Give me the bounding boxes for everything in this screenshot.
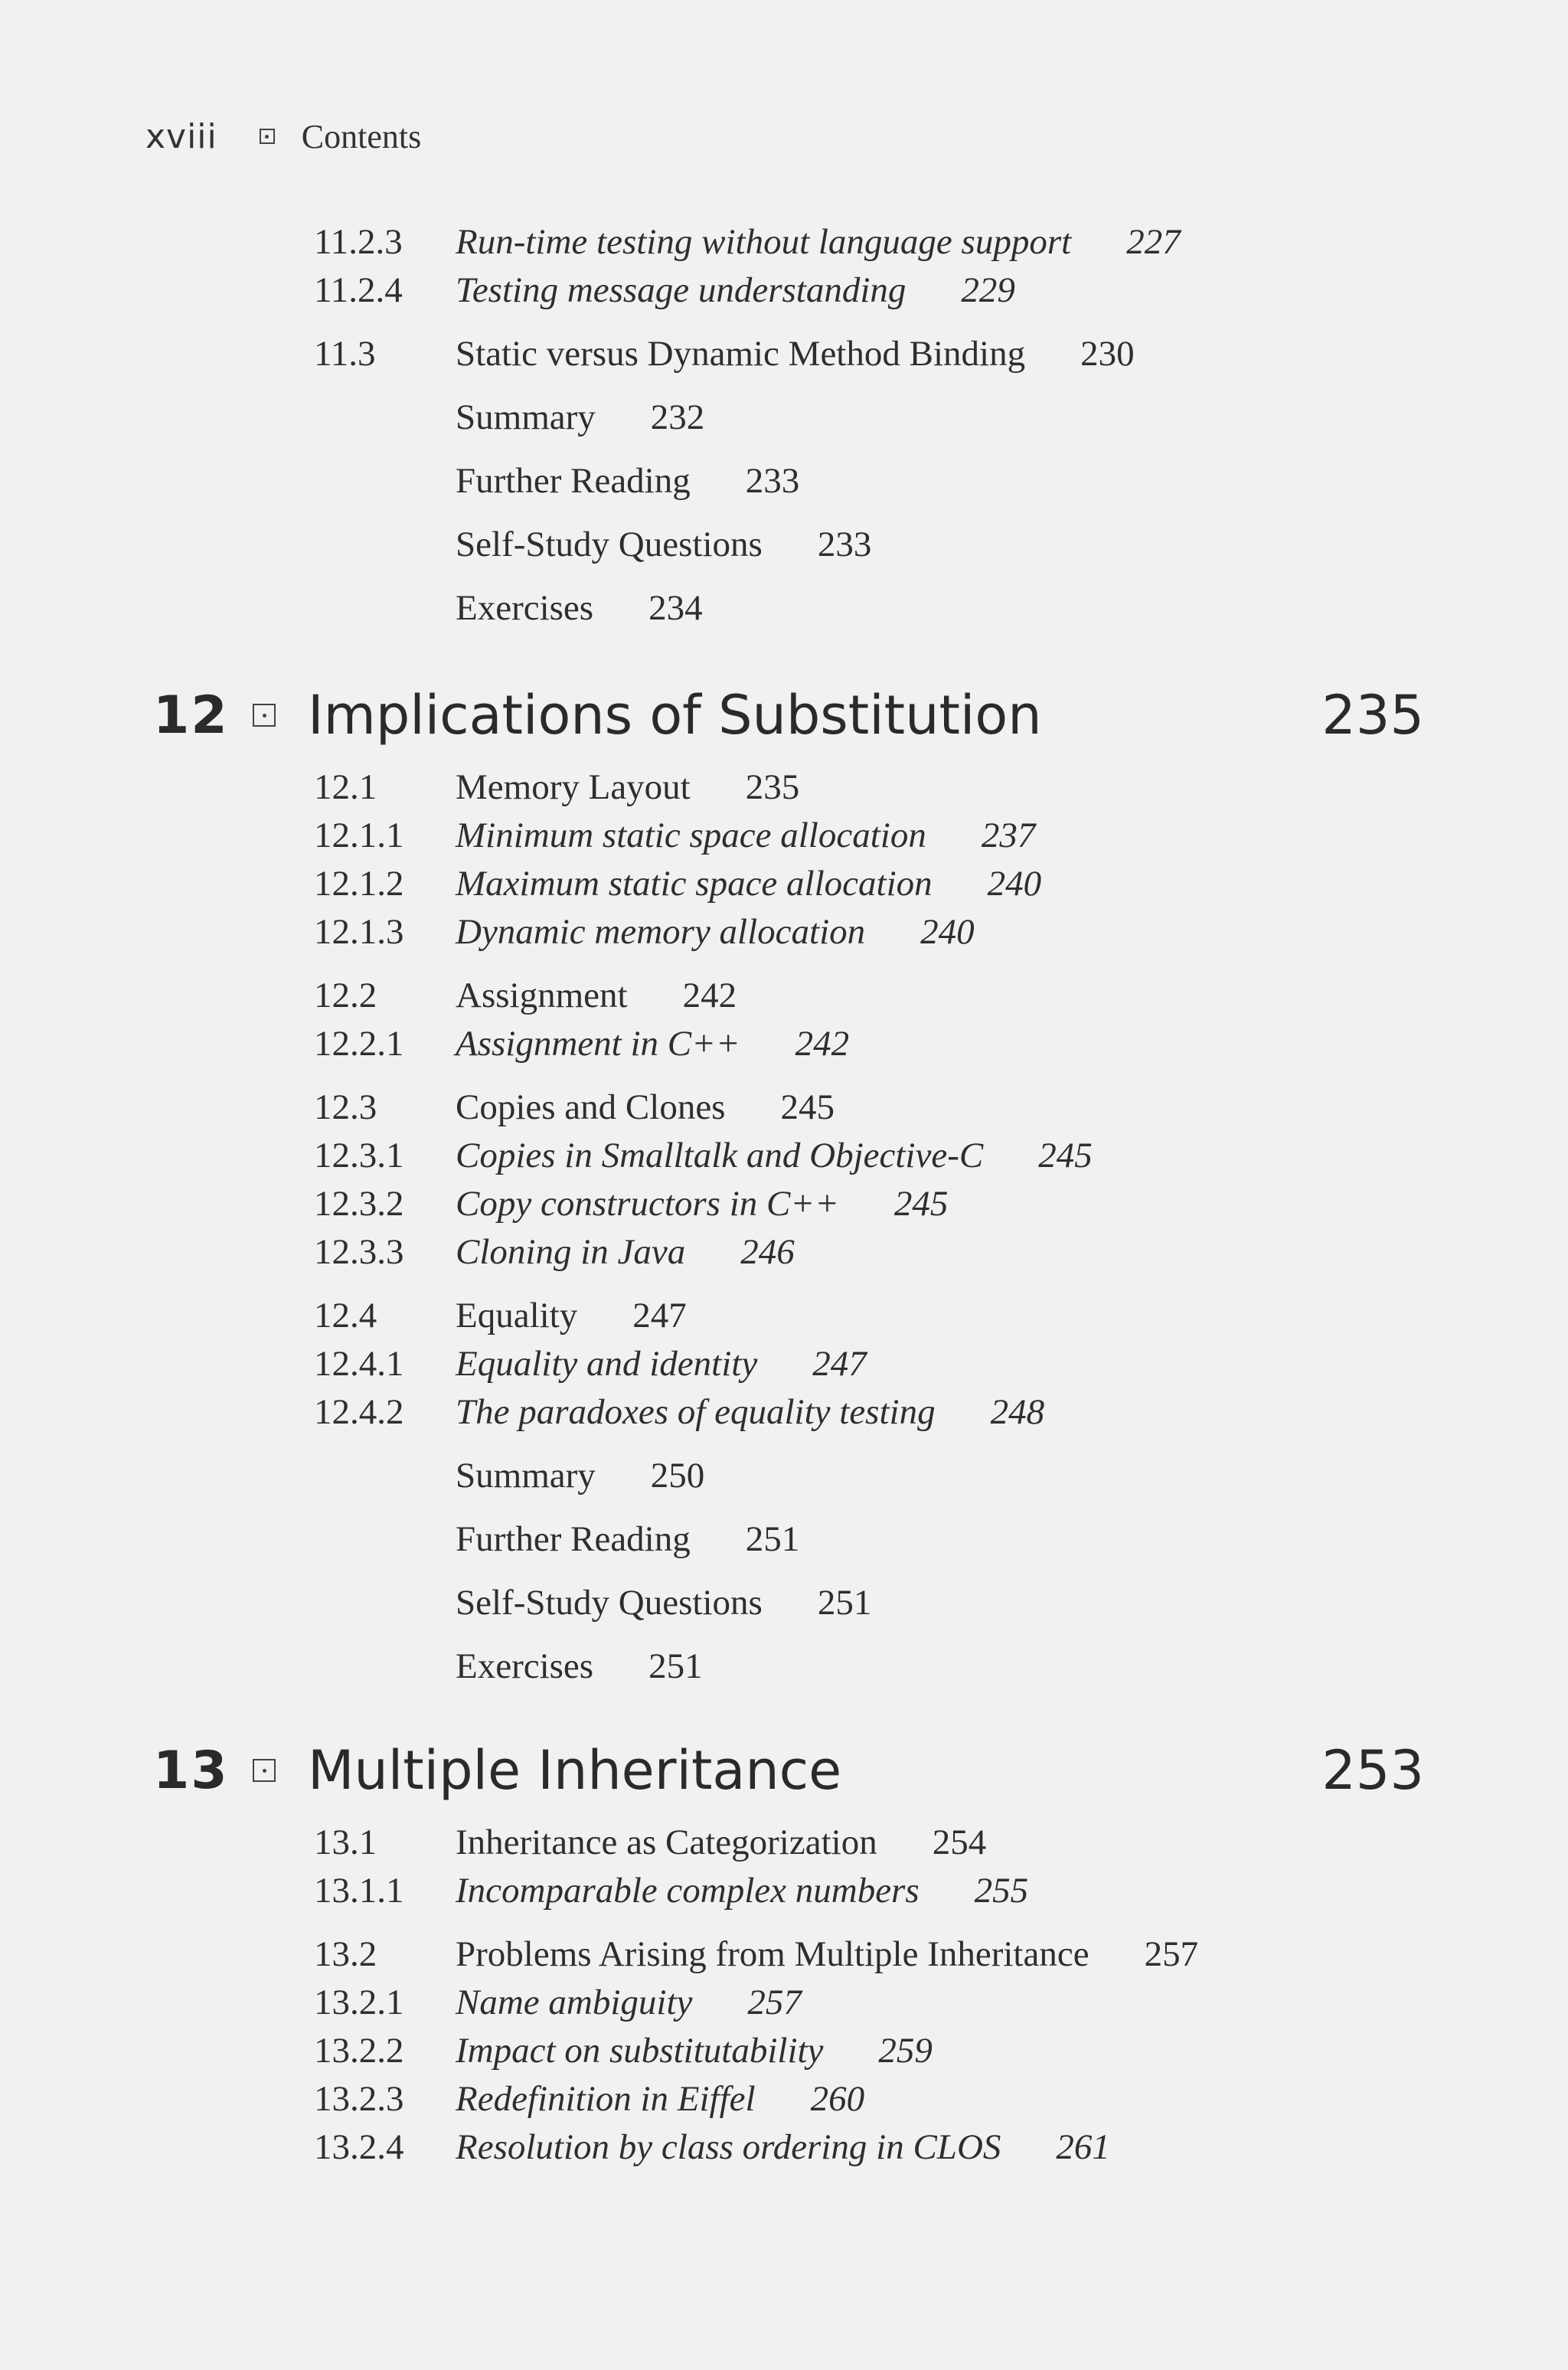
toc-entry-11-3[interactable] [314, 329, 1135, 378]
toc-entry-12-2[interactable] [314, 971, 737, 1020]
toc-entry-13-2[interactable] [314, 1930, 1198, 1979]
section-number: 11.3 [314, 334, 376, 374]
toc-entry-self-study-questions[interactable] [314, 1578, 871, 1627]
section-page: 240 [987, 864, 1042, 904]
square-bullet-icon [260, 129, 275, 144]
section-title: Run-time testing without language support [456, 222, 1072, 262]
section-number: 12.1.3 [314, 912, 404, 952]
section-title: Problems Arising from Multiple Inheritance [456, 1934, 1089, 1974]
section-page: 254 [932, 1822, 987, 1862]
section-page: 227 [1126, 222, 1181, 262]
toc-entry-12-1-3[interactable] [314, 907, 975, 956]
section-number: 13.2 [314, 1934, 377, 1974]
section-title: Assignment in C++ [456, 1024, 740, 1064]
page-header [145, 106, 421, 167]
square-bullet-icon [253, 1759, 276, 1782]
toc-entry-12-3-2[interactable] [314, 1179, 948, 1228]
toc-entry-13-2-4[interactable] [314, 2123, 1110, 2172]
chapter-title: Implications of Substitution [308, 684, 1042, 747]
section-page: 230 [1080, 334, 1135, 374]
section-number: 12.4 [314, 1296, 377, 1335]
toc-entry-further-reading[interactable] [314, 1515, 799, 1564]
section-title: Minimum static space allocation [456, 816, 926, 855]
section-page: 245 [1038, 1136, 1093, 1175]
section-number: 12.4.1 [314, 1344, 404, 1384]
section-title: Static versus Dynamic Method Binding [456, 334, 1026, 374]
section-title: Testing message understanding [456, 270, 906, 310]
section-page: 261 [1056, 2127, 1110, 2167]
section-number: 12.3.3 [314, 1232, 404, 1272]
chapter-heading-13[interactable] [153, 1732, 1424, 1809]
section-page: 229 [961, 270, 1015, 310]
section-page: 246 [740, 1232, 795, 1272]
chapter-page: 253 [1321, 1739, 1424, 1802]
section-title: Incomparable complex numbers [456, 1871, 920, 1911]
toc-entry-13-1[interactable] [314, 1818, 986, 1867]
section-title: Impact on substitutability [456, 2031, 824, 2071]
section-title: Redefinition in Eiffel [456, 2079, 756, 2119]
chapter-heading-12[interactable] [153, 677, 1424, 753]
section-page: 245 [780, 1087, 835, 1127]
toc-entry-13-2-3[interactable] [314, 2074, 864, 2123]
section-page: 248 [990, 1392, 1045, 1432]
section-title: Maximum static space allocation [456, 864, 933, 904]
section-page: 234 [648, 588, 703, 628]
section-title: Name ambiguity [456, 1983, 693, 2022]
page-number: xviii [145, 116, 217, 156]
section-number: 13.2.4 [314, 2127, 404, 2167]
section-page: 257 [747, 1983, 802, 2022]
section-number: 12.2.1 [314, 1024, 404, 1064]
chapter-number: 12 [153, 685, 229, 746]
section-title: Further Reading [456, 1519, 691, 1559]
chapter-page: 235 [1321, 684, 1424, 747]
toc-entry-12-3-1[interactable] [314, 1131, 1093, 1180]
section-title: Equality [456, 1296, 578, 1335]
section-page: 233 [817, 525, 872, 564]
toc-entry-13-2-2[interactable] [314, 2026, 933, 2075]
section-number: 13.2.1 [314, 1983, 404, 2022]
section-number: 13.1.1 [314, 1871, 404, 1911]
section-number: 12.3.2 [314, 1184, 404, 1224]
section-number: 12.1.1 [314, 816, 404, 855]
section-title: Assignment [456, 976, 628, 1015]
section-title: Summary [456, 1456, 596, 1496]
section-page: 260 [810, 2079, 865, 2119]
section-page: 251 [817, 1583, 872, 1623]
section-page: 250 [650, 1456, 705, 1496]
toc-entry-12-2-1[interactable] [314, 1019, 849, 1068]
toc-entry-further-reading[interactable] [314, 456, 799, 505]
section-title: Inheritance as Categorization [456, 1822, 877, 1862]
square-bullet-icon [253, 704, 276, 727]
section-page: 235 [745, 767, 800, 807]
section-title: Copy constructors in C++ [456, 1184, 839, 1224]
section-page: 247 [812, 1344, 867, 1384]
section-number: 11.2.3 [314, 222, 403, 262]
section-title: Equality and identity [456, 1344, 758, 1384]
chapter-number: 13 [153, 1740, 229, 1801]
section-number: 12.3.1 [314, 1136, 404, 1175]
section-page: 251 [745, 1519, 800, 1559]
toc-entry-12-4[interactable] [314, 1291, 687, 1340]
toc-entry-12-4-1[interactable] [314, 1339, 867, 1388]
section-title: Self-Study Questions [456, 525, 763, 564]
section-number: 12.4.2 [314, 1392, 404, 1432]
section-page: 240 [920, 912, 975, 952]
section-title: Dynamic memory allocation [456, 912, 866, 952]
toc-entry-12-4-2[interactable] [314, 1388, 1044, 1437]
section-page: 242 [682, 976, 737, 1015]
section-page: 259 [878, 2031, 933, 2071]
section-number: 13.2.2 [314, 2031, 404, 2071]
toc-entry-12-1[interactable] [314, 763, 799, 812]
section-title: Exercises [456, 588, 594, 628]
section-title: Further Reading [456, 461, 691, 501]
toc-entry-exercises[interactable] [314, 584, 703, 633]
toc-entry-12-1-1[interactable] [314, 811, 1035, 860]
section-title: Copies and Clones [456, 1087, 726, 1127]
section-title: Memory Layout [456, 767, 691, 807]
section-page: 237 [981, 816, 1036, 855]
section-title: The paradoxes of equality testing [456, 1392, 936, 1432]
toc-entry-exercises[interactable] [314, 1642, 703, 1691]
toc-entry-13-1-1[interactable] [314, 1866, 1028, 1915]
section-title: Self-Study Questions [456, 1583, 763, 1623]
toc-entry-summary[interactable] [314, 1451, 704, 1500]
toc-entry-12-3-3[interactable] [314, 1227, 795, 1277]
section-page: 245 [893, 1184, 949, 1224]
section-number: 13.2.3 [314, 2079, 404, 2119]
section-number: 12.1.2 [314, 864, 404, 904]
section-page: 255 [974, 1871, 1029, 1911]
section-page: 233 [745, 461, 800, 501]
section-page: 247 [632, 1296, 687, 1335]
toc-entry-13-2-1[interactable] [314, 1978, 802, 2027]
section-title: Resolution by class ordering in CLOS [456, 2127, 1001, 2167]
chapter-title: Multiple Inheritance [308, 1739, 842, 1802]
running-title: Contents [301, 117, 422, 155]
section-number: 12.2 [314, 976, 377, 1015]
section-title: Summary [456, 397, 596, 437]
toc-entry-11-2-4[interactable] [314, 266, 1015, 315]
toc-entry-11-2-3[interactable] [314, 217, 1181, 266]
section-page: 232 [650, 397, 705, 437]
toc-entry-self-study-questions[interactable] [314, 520, 871, 569]
section-number: 11.2.4 [314, 270, 403, 310]
section-title: Copies in Smalltalk and Objective-C [456, 1136, 984, 1175]
section-page: 257 [1144, 1934, 1199, 1974]
section-page: 251 [648, 1646, 703, 1686]
section-number: 13.1 [314, 1822, 377, 1862]
section-number: 12.1 [314, 767, 377, 807]
section-title: Cloning in Java [456, 1232, 686, 1272]
toc-entry-12-1-2[interactable] [314, 859, 1041, 908]
toc-entry-12-3[interactable] [314, 1083, 835, 1132]
section-number: 12.3 [314, 1087, 377, 1127]
section-page: 242 [795, 1024, 850, 1064]
toc-entry-summary[interactable] [314, 393, 704, 442]
section-title: Exercises [456, 1646, 594, 1686]
